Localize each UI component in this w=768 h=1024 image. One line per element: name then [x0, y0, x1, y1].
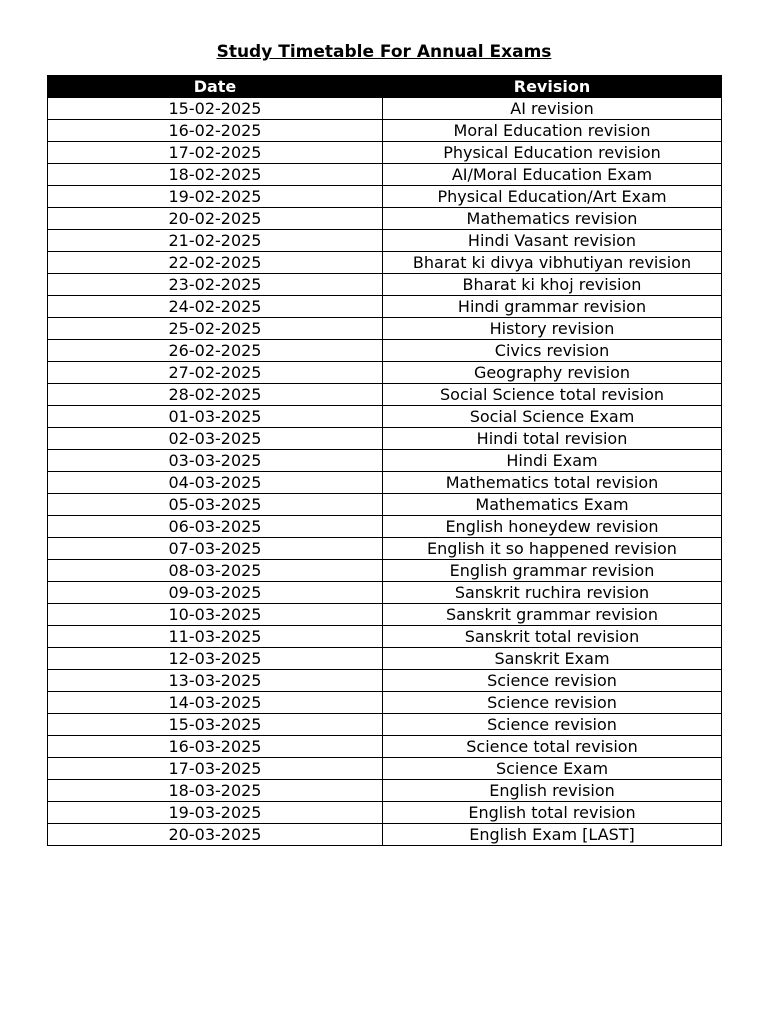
revision-cell: Mathematics revision: [383, 208, 722, 230]
table-body: [48, 98, 722, 846]
revision-cell: English Exam [LAST]: [383, 824, 722, 846]
date-cell: 10-03-2025: [48, 604, 383, 626]
table-row: [48, 428, 722, 450]
table-row: [48, 780, 722, 802]
date-cell: 26-02-2025: [48, 340, 383, 362]
revision-cell: Science total revision: [383, 736, 722, 758]
table-row: [48, 164, 722, 186]
date-cell: 16-02-2025: [48, 120, 383, 142]
date-cell: 22-02-2025: [48, 252, 383, 274]
revision-cell: English grammar revision: [383, 560, 722, 582]
date-cell: 16-03-2025: [48, 736, 383, 758]
document-title: Study Timetable For Annual Exams: [216, 42, 552, 62]
date-cell: 02-03-2025: [48, 428, 383, 450]
table-row: [48, 362, 722, 384]
table-row: [48, 450, 722, 472]
table-row: [48, 208, 722, 230]
revision-cell: Sanskrit grammar revision: [383, 604, 722, 626]
date-cell: 23-02-2025: [48, 274, 383, 296]
date-cell: 19-03-2025: [48, 802, 383, 824]
date-cell: 27-02-2025: [48, 362, 383, 384]
revision-cell: Science revision: [383, 714, 722, 736]
table-row: [48, 604, 722, 626]
table-row: [48, 516, 722, 538]
table-row: [48, 538, 722, 560]
revision-cell: Science revision: [383, 692, 722, 714]
revision-cell: Science revision: [383, 670, 722, 692]
date-cell: 08-03-2025: [48, 560, 383, 582]
column-header-revision: Revision: [383, 76, 722, 98]
date-cell: 17-03-2025: [48, 758, 383, 780]
revision-cell: English honeydew revision: [383, 516, 722, 538]
revision-cell: Physical Education revision: [383, 142, 722, 164]
table-row: [48, 626, 722, 648]
table-row: [48, 648, 722, 670]
revision-cell: Geography revision: [383, 362, 722, 384]
revision-cell: Bharat ki khoj revision: [383, 274, 722, 296]
table-row: [48, 384, 722, 406]
revision-cell: Civics revision: [383, 340, 722, 362]
revision-cell: Hindi grammar revision: [383, 296, 722, 318]
table-row: [48, 296, 722, 318]
date-cell: 12-03-2025: [48, 648, 383, 670]
date-cell: 21-02-2025: [48, 230, 383, 252]
date-cell: 11-03-2025: [48, 626, 383, 648]
table-row: [48, 230, 722, 252]
table-row: [48, 802, 722, 824]
table-row: [48, 98, 722, 120]
timetable-table: [47, 75, 722, 846]
date-cell: 20-03-2025: [48, 824, 383, 846]
revision-cell: Social Science Exam: [383, 406, 722, 428]
date-cell: 18-02-2025: [48, 164, 383, 186]
revision-cell: Sanskrit ruchira revision: [383, 582, 722, 604]
date-cell: 09-03-2025: [48, 582, 383, 604]
date-cell: 07-03-2025: [48, 538, 383, 560]
date-cell: 13-03-2025: [48, 670, 383, 692]
revision-cell: English it so happened revision: [383, 538, 722, 560]
revision-cell: History revision: [383, 318, 722, 340]
revision-cell: English total revision: [383, 802, 722, 824]
date-cell: 28-02-2025: [48, 384, 383, 406]
revision-cell: AI revision: [383, 98, 722, 120]
table-row: [48, 340, 722, 362]
table-row: [48, 406, 722, 428]
table-row: [48, 252, 722, 274]
table-row: [48, 494, 722, 516]
table-row: [48, 824, 722, 846]
date-cell: 15-02-2025: [48, 98, 383, 120]
revision-cell: Social Science total revision: [383, 384, 722, 406]
table-row: [48, 736, 722, 758]
date-cell: 01-03-2025: [48, 406, 383, 428]
date-cell: 14-03-2025: [48, 692, 383, 714]
date-cell: 24-02-2025: [48, 296, 383, 318]
table-row: [48, 274, 722, 296]
table-row: [48, 692, 722, 714]
date-cell: 25-02-2025: [48, 318, 383, 340]
revision-cell: Hindi Exam: [383, 450, 722, 472]
date-cell: 18-03-2025: [48, 780, 383, 802]
revision-cell: Moral Education revision: [383, 120, 722, 142]
table-row: [48, 582, 722, 604]
table-row: [48, 318, 722, 340]
table-row: [48, 560, 722, 582]
date-cell: 03-03-2025: [48, 450, 383, 472]
table-row: [48, 472, 722, 494]
revision-cell: Sanskrit total revision: [383, 626, 722, 648]
table-row: [48, 670, 722, 692]
revision-cell: Hindi total revision: [383, 428, 722, 450]
date-cell: 05-03-2025: [48, 494, 383, 516]
table-row: [48, 758, 722, 780]
revision-cell: English revision: [383, 780, 722, 802]
date-cell: 19-02-2025: [48, 186, 383, 208]
revision-cell: Science Exam: [383, 758, 722, 780]
date-cell: 04-03-2025: [48, 472, 383, 494]
revision-cell: Physical Education/Art Exam: [383, 186, 722, 208]
revision-cell: Sanskrit Exam: [383, 648, 722, 670]
revision-cell: Bharat ki divya vibhutiyan revision: [383, 252, 722, 274]
date-cell: 17-02-2025: [48, 142, 383, 164]
revision-cell: AI/Moral Education Exam: [383, 164, 722, 186]
table-header-row: [48, 76, 722, 98]
date-cell: 06-03-2025: [48, 516, 383, 538]
table-row: [48, 186, 722, 208]
date-cell: 20-02-2025: [48, 208, 383, 230]
revision-cell: Mathematics Exam: [383, 494, 722, 516]
column-header-date: Date: [48, 76, 383, 98]
table-row: [48, 142, 722, 164]
revision-cell: Mathematics total revision: [383, 472, 722, 494]
revision-cell: Hindi Vasant revision: [383, 230, 722, 252]
table-row: [48, 120, 722, 142]
date-cell: 15-03-2025: [48, 714, 383, 736]
table-row: [48, 714, 722, 736]
